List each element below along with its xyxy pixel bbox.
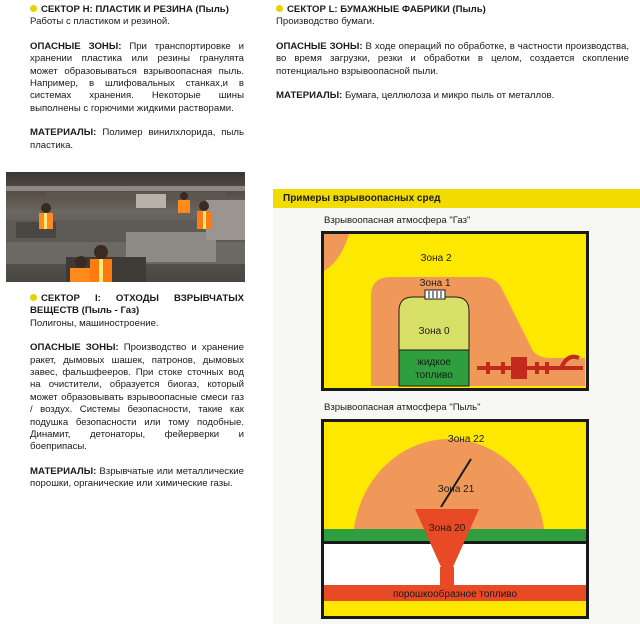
worker-figure (197, 201, 211, 229)
sector-l-block (276, 4, 629, 102)
bullet-icon (30, 5, 37, 12)
sector-i-subtitle: Полигоны, машиностроение. (30, 317, 159, 329)
zone22-label: Зона 22 (447, 434, 485, 445)
sector-h-heading: СЕКТОР H: ПЛАСТИК И РЕЗИНА (Пыль) (30, 4, 244, 16)
dust-atmosphere-diagram (321, 419, 589, 619)
zone2-label: Зона 2 (420, 253, 452, 264)
sector-l-zones (276, 41, 629, 78)
sector-l-zones-text: В ходе операций по обработке, в частности производства, во время загрузки, резки и обработки в целом, создается скопление потенциально взрывоопасной пыли. (276, 40, 629, 77)
zone1-label: Зона 1 (419, 278, 451, 289)
sector-i-zones-label: ОПАСНЫЕ ЗОНЫ: (30, 342, 119, 354)
sector-l-heading: СЕКТОР L: БУМАЖНЫЕ ФАБРИКИ (Пыль) (276, 4, 629, 16)
zone0-label: Зона 0 (418, 326, 450, 337)
sector-h-materials (30, 127, 244, 152)
sector-i-materials-text: Взрывчатые или металлические порошки, органические или химические газы. (30, 465, 244, 490)
sector-i-materials (30, 466, 244, 491)
sector-l-zones-label: ОПАСНЫЕ ЗОНЫ: (276, 40, 363, 52)
examples-panel (273, 189, 640, 624)
sector-i-block (30, 293, 244, 491)
sector-i-zones (30, 342, 244, 454)
sector-h-block (30, 4, 244, 152)
sector-i-materials-label: МАТЕРИАЛЫ: (30, 465, 97, 477)
bullet-icon (30, 294, 37, 301)
bullet-icon (276, 5, 283, 12)
sector-l-subtitle: Производство бумаги. (276, 16, 375, 28)
sector-h-zones-label: ОПАСНЫЕ ЗОНЫ: (30, 40, 122, 52)
examples-title: Примеры взрывоопасных сред (273, 189, 640, 208)
sector-l-materials-text: Бумага, целлюлоза и микро пыль от металлов. (345, 90, 555, 102)
liquid-fuel-label-2: топливо (415, 370, 453, 381)
sector-h-subtitle: Работы с пластиком и резиной. (30, 16, 170, 28)
sector-i-zones-text: Производство и хранение ракет, дымовых шашек, патронов, дымовых завес, фальшфееров. При стоке сточных вод на очистители, образуется биогаз, который может образовывать взрывоопасные смеси газ / воздух. Системы безопасности, такие как подушка безопасности или тому подобные. Динамит, детонаторы, фейерверки и боеприпасы. (30, 342, 244, 453)
powder-fuel-label: порошкообразное топливо (392, 589, 518, 600)
factory-photo (6, 172, 245, 282)
sector-l-materials-label: МАТЕРИАЛЫ: (276, 90, 343, 102)
sector-l-materials (276, 90, 629, 102)
sector-h-zones (30, 41, 244, 115)
gas-caption: Взрывоопасная атмосфера "Газ" (324, 215, 471, 226)
dust-caption: Взрывоопасная атмосфера "Пыль" (324, 402, 481, 413)
gas-atmosphere-diagram (321, 231, 589, 391)
zone20-label: Зона 20 (428, 523, 466, 534)
sector-i-heading: СЕКТОР I: ОТХОДЫ ВЗРЫВЧАТЫХ ВЕЩЕСТВ (Пыль - Газ) (30, 293, 244, 317)
sector-h-materials-text: Полимер винилхлорида, пыль пластика. (30, 127, 244, 151)
sector-h-zones-text: При транспортировке и хранении пластика или резины гранулята может образовываться взрывоопасная пыль. Например, в шлифовальных станках,и в системах хранения. Некоторые шины выполнены с горючими жидкими растворами. (30, 40, 244, 114)
sector-h-materials-label: МАТЕРИАЛЫ: (30, 127, 97, 139)
liquid-fuel-label: жидкое (417, 357, 451, 368)
zone21-label: Зона 21 (437, 484, 475, 495)
